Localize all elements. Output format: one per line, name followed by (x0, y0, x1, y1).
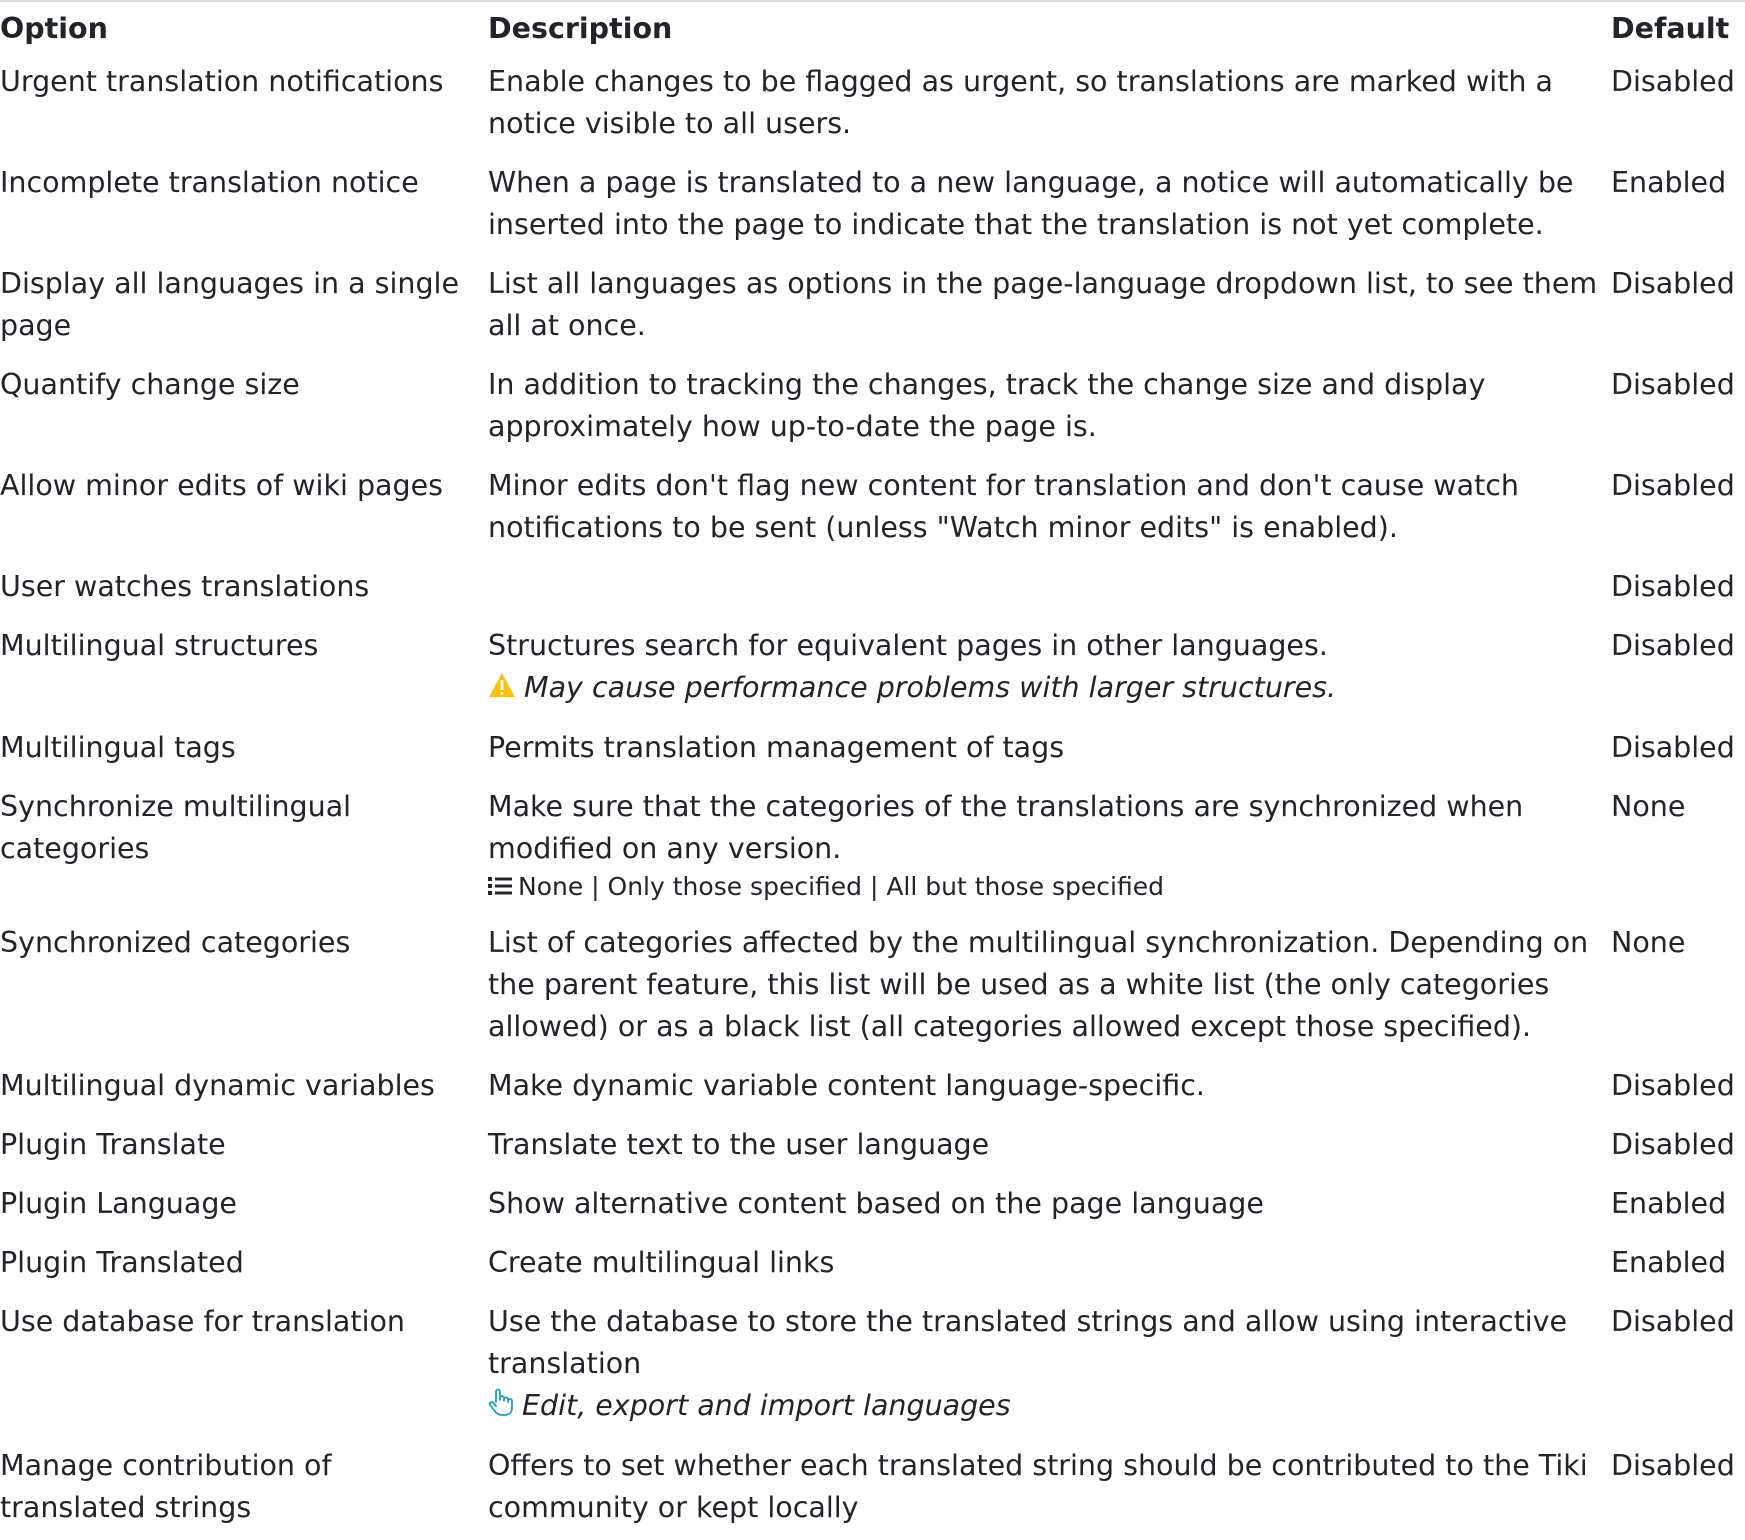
option-default: Enabled (1611, 166, 1727, 199)
option-default: Disabled (1611, 629, 1735, 662)
option-description: Create multilingual links (488, 1246, 835, 1279)
option-description: Translate text to the user language (488, 1128, 990, 1161)
option-default: Disabled (1611, 1128, 1735, 1161)
option-description: In addition to tracking the changes, track the change size and display approximately how up-to-date the page is. (488, 368, 1486, 443)
option-default: Enabled (1611, 1187, 1727, 1220)
option-default: Disabled (1611, 65, 1735, 98)
option-default: Disabled (1611, 731, 1735, 764)
option-description: Use the database to store the translated strings and allow using interactive translation (488, 1305, 1568, 1380)
option-name: Plugin Translate (0, 1128, 226, 1161)
table-row (0, 1439, 1745, 1540)
table-row (0, 1295, 1745, 1439)
option-default: Disabled (1611, 1449, 1735, 1482)
option-description: Enable changes to be flagged as urgent, so translations are marked with a notice visible to all users. (488, 65, 1553, 140)
warning-triangle-icon (488, 668, 516, 710)
option-description: List of categories affected by the multilingual synchronization. Depending on the parent feature, this list will be used as a white list (the only categories allowed) or as a black list (all categories allowed except those specified). (488, 926, 1589, 1043)
table-row (0, 619, 1745, 721)
option-description: Show alternative content based on the page language (488, 1187, 1264, 1220)
option-description-cell (480, 780, 1611, 916)
option-default: Disabled (1611, 570, 1735, 603)
option-name: Plugin Language (0, 1187, 237, 1220)
option-description (480, 560, 1611, 619)
option-description: Make sure that the categories of the translations are synchronized when modified on any version. (488, 790, 1524, 865)
header-option: Option (0, 12, 108, 45)
option-default: Disabled (1611, 1305, 1735, 1338)
table-header-row (0, 2, 1745, 55)
option-name: Quantify change size (0, 368, 300, 401)
option-name: Synchronize multilingual categories (0, 790, 352, 865)
pointing-hand-icon (488, 1386, 514, 1428)
option-name: Use database for translation (0, 1305, 405, 1338)
table-row (0, 916, 1745, 1059)
table-row (0, 721, 1745, 780)
preferences-table (0, 2, 1745, 1540)
option-default: Disabled (1611, 267, 1735, 300)
option-name: User watches translations (0, 570, 370, 603)
option-name: Plugin Translated (0, 1246, 244, 1279)
option-default: Disabled (1611, 1069, 1735, 1102)
table-row (0, 358, 1745, 459)
option-description-cell (480, 1295, 1611, 1439)
option-description: Structures search for equivalent pages in other languages. (488, 629, 1328, 662)
option-description: Minor edits don't flag new content for translation and don't cause watch notifications to be sent (unless "Watch minor edits" is enabled). (488, 469, 1519, 544)
table-row (0, 55, 1745, 156)
option-default: Enabled (1611, 1246, 1727, 1279)
option-name: Multilingual structures (0, 629, 319, 662)
edit-languages-link[interactable] (488, 1385, 1611, 1428)
table-row (0, 1059, 1745, 1118)
option-description: Permits translation management of tags (488, 731, 1065, 764)
options-list (488, 870, 1611, 905)
option-name: Multilingual tags (0, 731, 236, 764)
header-default: Default (1611, 12, 1730, 45)
edit-languages-link-text[interactable]: Edit, export and import languages (522, 1389, 1011, 1422)
performance-warning (488, 667, 1611, 710)
option-default: None (1611, 926, 1686, 959)
table-row (0, 257, 1745, 358)
header-description: Description (488, 12, 673, 45)
table-row (0, 1177, 1745, 1236)
table-row (0, 560, 1745, 619)
option-name: Allow minor edits of wiki pages (0, 469, 443, 502)
option-name: Display all languages in a single page (0, 267, 460, 342)
option-name: Synchronized categories (0, 926, 351, 959)
option-name: Incomplete translation notice (0, 166, 419, 199)
option-default: Disabled (1611, 368, 1735, 401)
option-name: Manage contribution of translated strings (0, 1449, 332, 1524)
table-row (0, 1118, 1745, 1177)
option-name: Multilingual dynamic variables (0, 1069, 435, 1102)
option-default: None (1611, 790, 1686, 823)
option-description: When a page is translated to a new language, a notice will automatically be inserted into the page to indicate that the translation is not yet complete. (488, 166, 1574, 241)
table-row (0, 459, 1745, 560)
table-row (0, 1236, 1745, 1295)
options-values: None | Only those specified | All but those specified (518, 872, 1164, 901)
option-description-cell (480, 619, 1611, 721)
warning-text: May cause performance problems with larger structures. (524, 671, 1337, 704)
list-icon (488, 871, 512, 905)
table-row (0, 780, 1745, 916)
option-description: List all languages as options in the page-language dropdown list, to see them all at once. (488, 267, 1598, 342)
table-row (0, 156, 1745, 257)
option-default: Disabled (1611, 469, 1735, 502)
option-description: Offers to set whether each translated string should be contributed to the Tiki community or kept locally (488, 1449, 1588, 1524)
option-description: Make dynamic variable content language-specific. (488, 1069, 1205, 1102)
option-name: Urgent translation notifications (0, 65, 444, 98)
